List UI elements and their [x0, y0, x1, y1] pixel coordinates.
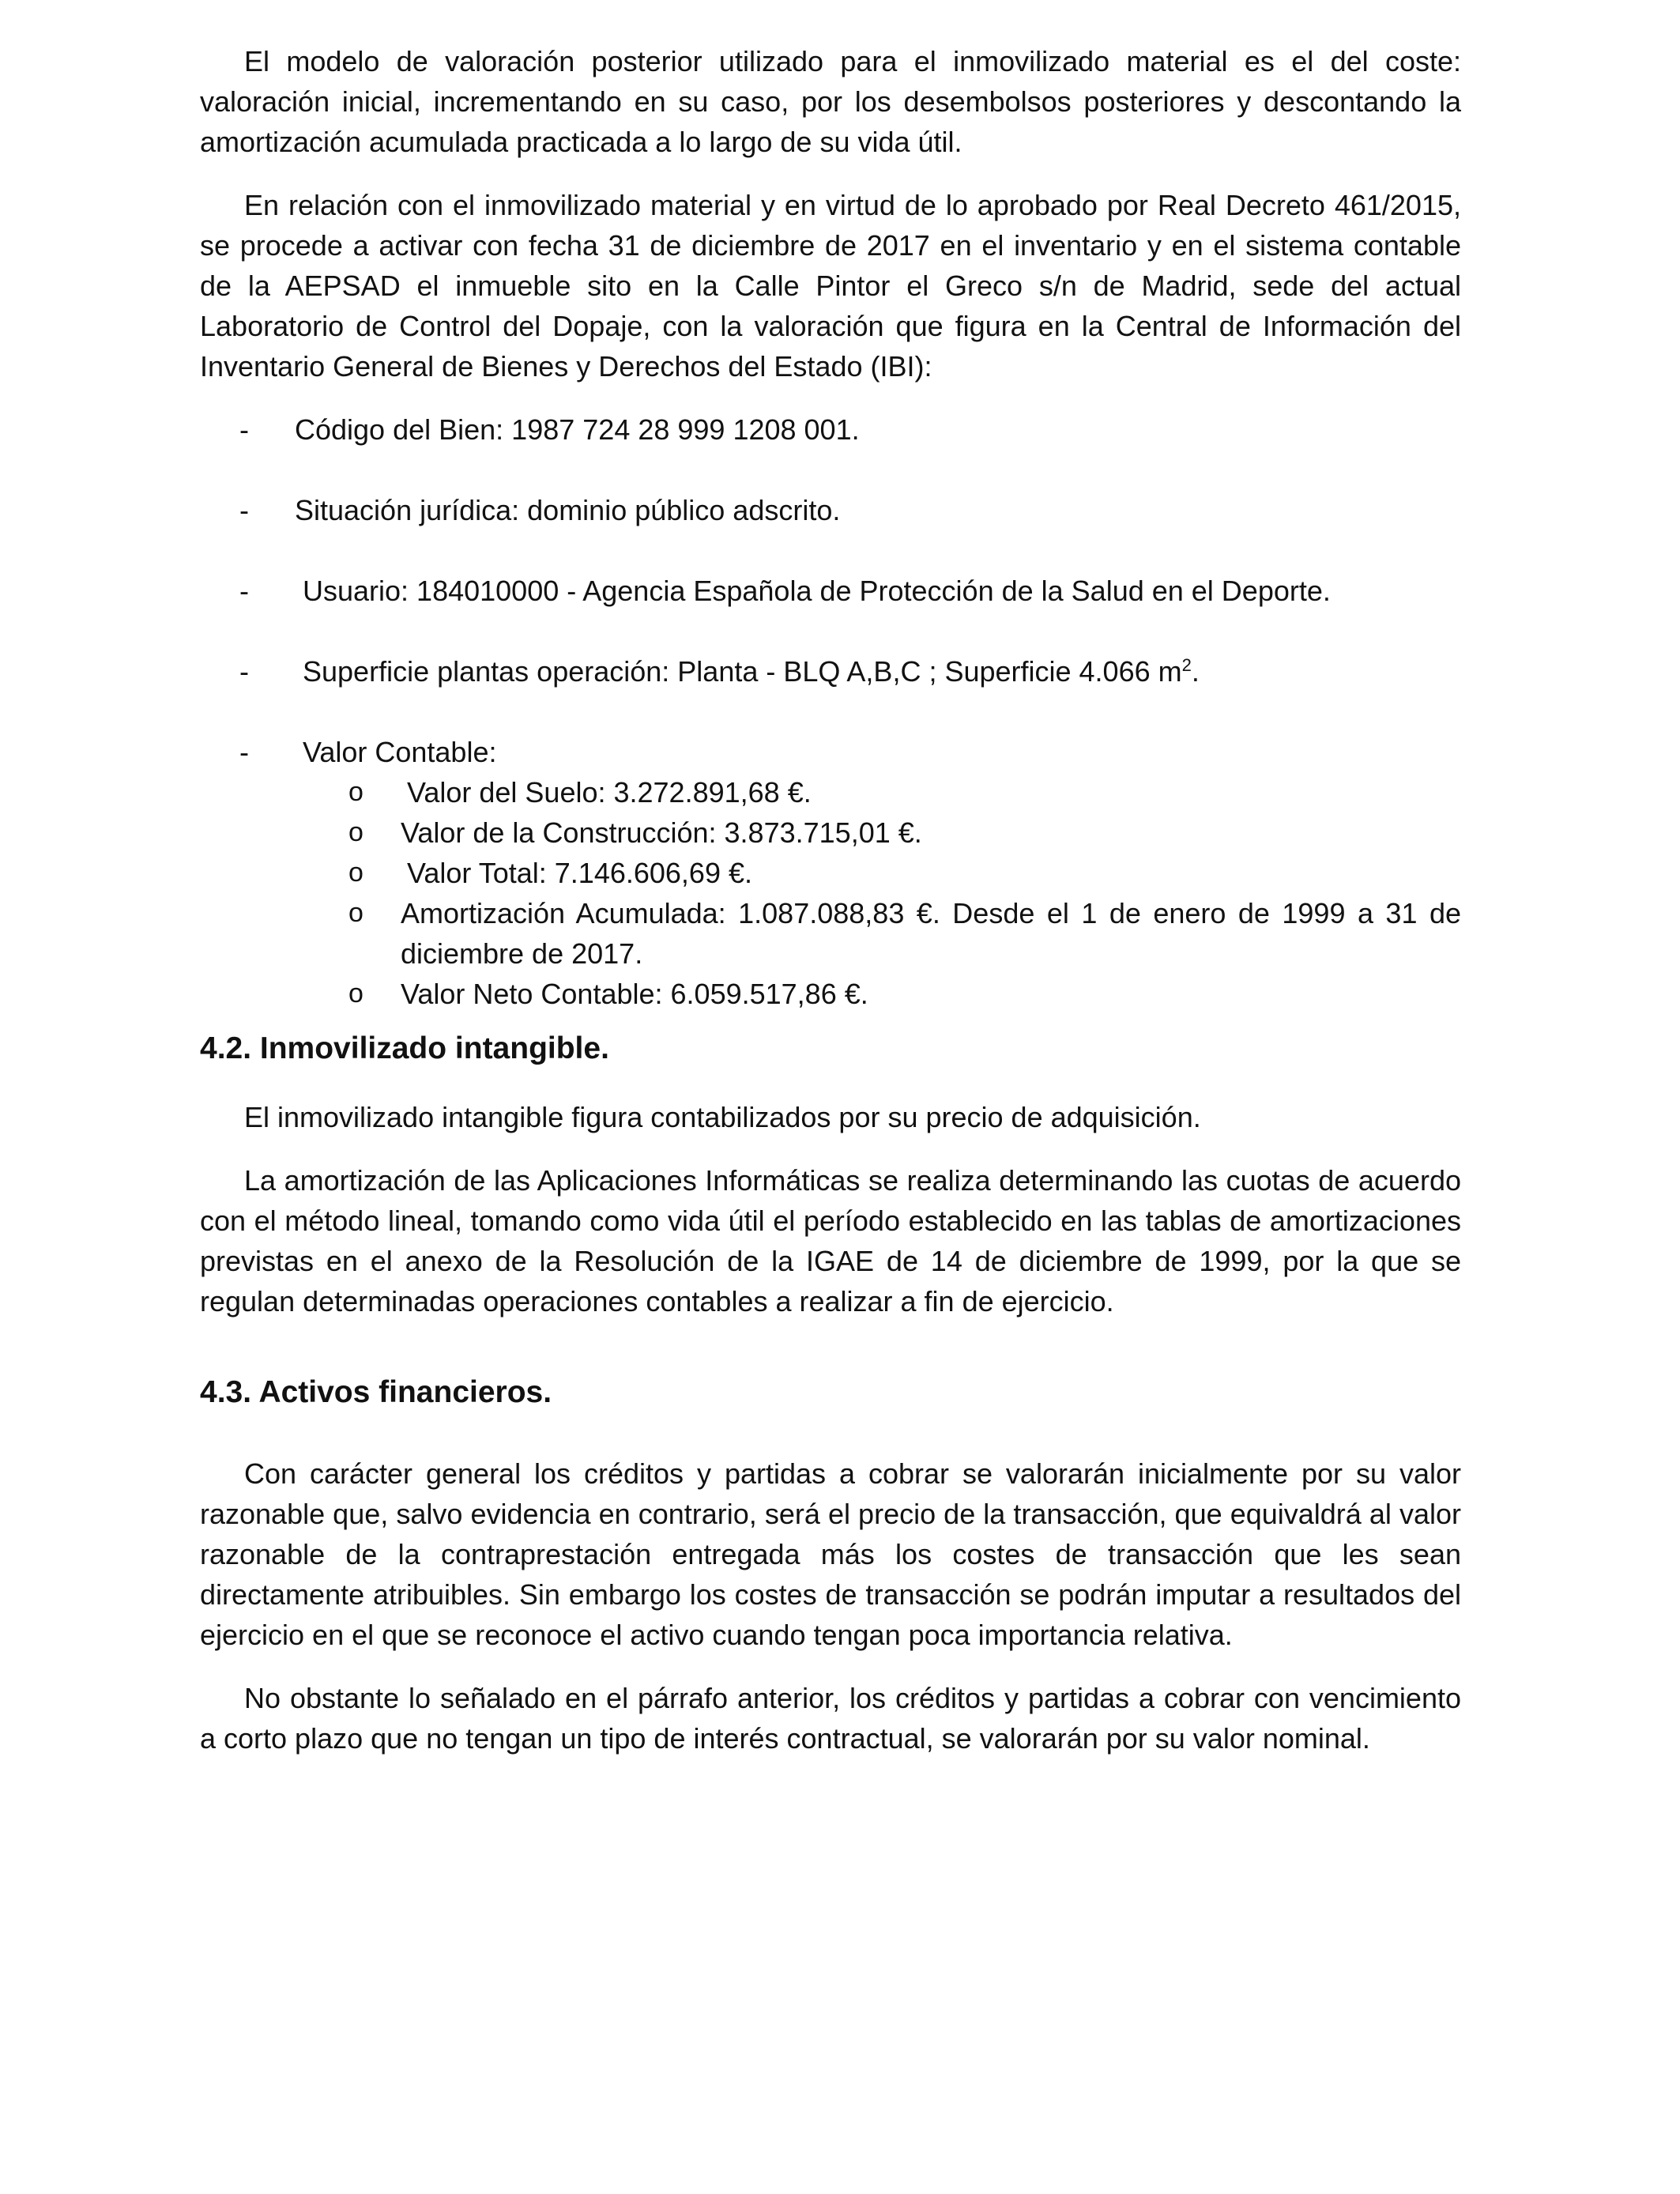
sub-item-text: Valor de la Construcción: 3.873.715,01 €. [401, 816, 922, 849]
sub-item-text: Amortización Acumulada: 1.087.088,83 €. Desde el 1 de enero de 1999 a 31 de diciembre de 2017. [401, 897, 1461, 970]
dash-bullet: - [239, 575, 249, 607]
paragraph-corto-plazo: No obstante lo señalado en el párrafo anterior, los créditos y partidas a cobrar con vencimiento a corto plazo que no tengan un tipo de interés contractual, se valorarán por su valor nominal. [200, 1682, 1461, 1755]
paragraph-valoracion-posterior: El modelo de valoración posterior utilizado para el inmovilizado material es el del coste: valoración inicial, incrementando en su caso, por los desembolsos posteriores y descontando la amortización acumulada practicada a lo largo de su vida útil. [200, 45, 1461, 158]
inventory-details-list [200, 409, 1461, 1014]
paragraph-intangible-precio: El inmovilizado intangible figura contabilizados por su precio de adquisición. [244, 1101, 1201, 1133]
sub-item-valor-neto [200, 974, 1461, 1014]
circle-bullet: o [348, 978, 363, 1008]
list-item-codigo-bien [200, 409, 1461, 450]
list-item-superficie [200, 651, 1461, 692]
section-heading-inmovilizado-intangible: 4.2. Inmovilizado intangible. [200, 1031, 609, 1065]
dash-bullet: - [239, 494, 249, 526]
paragraph-real-decreto: En relación con el inmovilizado material y en virtud de lo aprobado por Real Decreto 461/2015, se procede a activar con fecha 31 de diciembre de 2017 en el inventario y en el sistema contable de la AEPSAD el inmueble sito en la Calle Pintor el Greco s/n de Madrid, sede del actual Laboratorio de Control del Dopaje, con la valoración que figura en la Central de Información del Inventario General de Bienes y Derechos del Estado (IBI): [200, 189, 1461, 383]
sub-item-valor-suelo [200, 772, 1461, 812]
sub-item-valor-total [200, 853, 1461, 893]
dash-bullet: - [239, 736, 249, 768]
list-item-text: Usuario: 184010000 - Agencia Española de Protección de la Salud en el Deporte. [303, 575, 1331, 607]
circle-bullet: o [348, 817, 363, 847]
section-heading-activos-financieros: 4.3. Activos financieros. [200, 1375, 552, 1409]
sub-item-amortizacion [200, 893, 1461, 974]
list-item-situacion-juridica [200, 490, 1461, 530]
list-item-text: Valor Contable: [303, 736, 497, 768]
dash-bullet: - [239, 413, 249, 446]
dash-bullet: - [239, 655, 249, 688]
sub-item-valor-construccion [200, 812, 1461, 853]
superscript: 2 [1181, 655, 1192, 675]
list-item-valor-contable [200, 732, 1461, 1014]
paragraph-creditos-valoracion: Con carácter general los créditos y partidas a cobrar se valorarán inicialmente por su valor razonable que, salvo evidencia en contrario, será el precio de la transacción, que equivaldrá al valor razonable de la contraprestación entregada más los costes de transacción que les sean directamente atribuibles. Sin embargo los costes de transacción se podrán imputar a resultados del ejercicio en el que se reconoce el activo cuando tengan poca importancia relativa. [200, 1457, 1461, 1651]
list-item-text: Código del Bien: 1987 724 28 999 1208 001. [295, 413, 860, 446]
list-item-suffix: . [1191, 655, 1200, 688]
list-item-usuario [200, 571, 1461, 611]
sub-item-text: Valor Neto Contable: 6.059.517,86 €. [401, 978, 868, 1010]
list-item-text: Situación jurídica: dominio público adscrito. [295, 494, 841, 526]
document-page [200, 41, 1461, 1781]
circle-bullet: o [348, 858, 363, 888]
sub-item-text: Valor del Suelo: 3.272.891,68 €. [407, 776, 812, 809]
circle-bullet: o [348, 777, 363, 807]
sub-item-text: Valor Total: 7.146.606,69 €. [407, 857, 752, 889]
paragraph-amortizacion-aplicaciones: La amortización de las Aplicaciones Informáticas se realiza determinando las cuotas de acuerdo con el método lineal, tomando como vida útil el período establecido en las tablas de amortizaciones previstas en el anexo de la Resolución de la IGAE de 14 de diciembre de 1999, por la que se regulan determinadas operaciones contables a realizar a fin de ejercicio. [200, 1164, 1461, 1318]
circle-bullet: o [348, 898, 363, 928]
valor-contable-sublist [200, 772, 1461, 1014]
list-item-text: Superficie plantas operación: Planta - BLQ A,B,C ; Superficie 4.066 m [303, 655, 1182, 688]
